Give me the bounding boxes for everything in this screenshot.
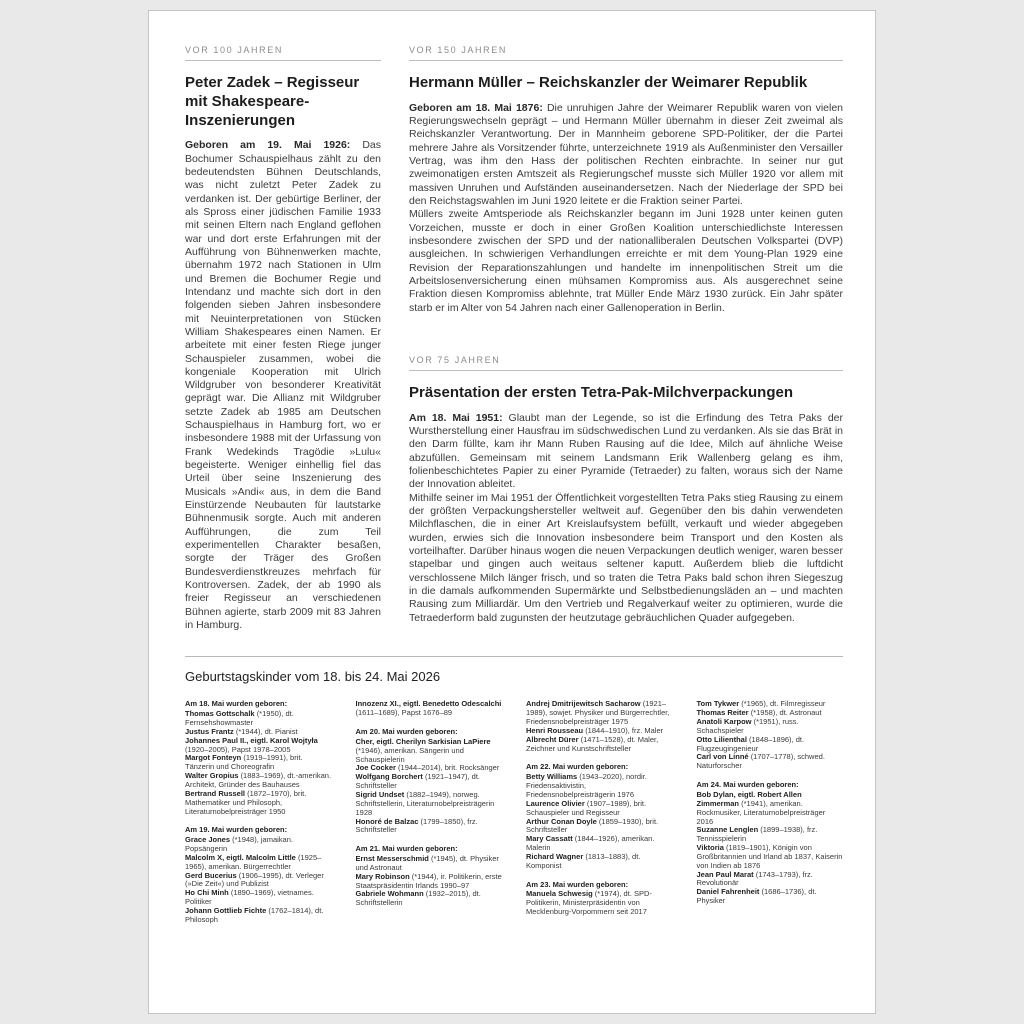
person-name: Suzanne Lenglen bbox=[696, 825, 761, 835]
paragraph-text: Glaubt man der Legende, so ist die Erfindung des Tetra Paks der Wurstherstellung einer Hausfrau im südschwedischen Lund zu verdanken. Als sie das Brät in den Darm füllte, kam ihr Mann Ruben Rausing auf die Idee, Milch auf ähnliche Weise abzufüllen. Gemeinsam mit seinem Landsmann Erik Wallenberg gelang es ihm, folienbeschichtetes Papier zu einer Pyramide (Tetraeder) zu falten, woraus sich der Name der Innovation ableitet. bbox=[409, 411, 844, 491]
paragraph-text: Das Bochumer Schauspielhaus zählt zu den bedeutendsten Bühnen Deutschlands, was nicht zuletzt Peter Zadek zu verdanken ist. Der gebürtige Berliner, der als Spross einer jüdischen Familie 1933 mit seinen Eltern nach England geflohen war und dort erste Erfahrungen mit der Aufführung von Bühnenwerken machte, übernahm 1972 nach Stationen in Ulm und Bremen die Bochumer Regie und Intendanz und machte sich dort in den folgenden sieben Jahren insbesondere mit Neuinterpretationen von Stücken William Shakespeares einen Namen. Er arbeitete mit einer festen Riege junger Schauspieler zusammen, wobei die kongeniale Kooperation mit Ulrich Wildgruber von besonderer Kreativität geprägt war. Die Allianz mit Wildgruber setzte Zadek ab 1985 am Deutschen Schauspielhaus in Hamburg fort, wo er insbesondere 1988 mit der Urfassung von Frank Wedekinds Tragödie »Lulu« begeisterte. Weniger einhellig fiel das Urteil über seine Inszenierung des Musicals »Andi« aus, in dem die Band Einstürzende Neubauten für lautstarke Bühnenmusik sorgte. Auch mit anderen Aufführungen, die zum Teil experimentellen Charakter besaßen, sorgte der Träger des Großen Bundesverdienstkreuzes mehrfach für Kontroversen. Zadek, der ab 1990 als freier Regisseur an verschiedenen Bühnen agierte, starb 2009 mit 83 Jahren in Hamburg. bbox=[185, 139, 381, 632]
person-details: (*1950), dt. Fernsehshowmaster bbox=[185, 709, 294, 728]
birthday-entry bbox=[526, 890, 673, 917]
person-name: Grace Jones bbox=[185, 835, 233, 845]
birthday-entry bbox=[356, 818, 503, 836]
person-name: Johannes Paul II., eigtl. Karol Wojtyła bbox=[185, 735, 318, 745]
person-details: (1944–2014), brit. Rocksänger bbox=[398, 763, 500, 773]
person-details: (1890–1969), vietnames. Politiker bbox=[185, 888, 314, 907]
section-divider bbox=[185, 656, 843, 657]
person-details: (1859–1930), brit. Schriftsteller bbox=[526, 816, 659, 835]
birthday-entry bbox=[185, 836, 332, 854]
birthday-entry bbox=[697, 844, 844, 871]
right-column bbox=[409, 45, 843, 632]
birthday-entry bbox=[185, 754, 332, 772]
person-details: (*1951), russ. Schachspieler bbox=[696, 717, 799, 735]
kicker-75-years: VOR 75 JAHREN bbox=[409, 355, 843, 371]
person-name: Johann Gottlieb Fichte bbox=[185, 905, 269, 915]
person-details: (1899–1938), frz. Tennisspielerin bbox=[696, 825, 818, 844]
person-name: Mary Robinson bbox=[355, 871, 412, 881]
person-name: Sigrid Undset bbox=[355, 789, 407, 799]
person-name: Margot Fonteyn bbox=[185, 753, 244, 763]
birthday-entry bbox=[697, 791, 844, 826]
birthday-group-label: Am 19. Mai wurden geboren: bbox=[185, 825, 288, 835]
birthday-entry bbox=[526, 818, 673, 836]
person-details: (1932–2015), dt. Schriftstellerin bbox=[355, 889, 481, 908]
date-lead: Geboren am 19. Mai 1926: bbox=[185, 139, 351, 152]
birthday-entry bbox=[526, 800, 673, 818]
person-name: Ho Chi Minh bbox=[185, 888, 231, 898]
person-name: Andrej Dmitrijewitsch Sacharow bbox=[526, 699, 643, 709]
person-name: Joe Cocker bbox=[355, 763, 399, 773]
article-title-zadek: Peter Zadek – Regisseur mit Shakespeare-Inszenierungen bbox=[185, 74, 360, 129]
person-details: (1813–1883), dt. Komponist bbox=[526, 851, 641, 870]
birthday-entry bbox=[185, 907, 332, 925]
birthday-entry bbox=[356, 855, 503, 873]
birthday-entry bbox=[526, 700, 673, 727]
birthday-entry bbox=[185, 790, 332, 817]
person-name: Henri Rousseau bbox=[526, 725, 586, 735]
calendar-page bbox=[148, 10, 876, 1014]
person-details: (*1965), dt. Filmregisseur bbox=[741, 699, 826, 709]
person-name: Malcolm X, eigtl. Malcolm Little bbox=[185, 852, 298, 862]
birthdays-grid bbox=[185, 700, 843, 924]
person-name: Thomas Reiter bbox=[696, 708, 751, 718]
person-details: (1920–2005), Papst 1978–2005 bbox=[185, 744, 291, 754]
birthday-column-2 bbox=[356, 700, 503, 924]
person-details: (*1944), ir. Politikerin, erste Staatspräsidentin Irlands 1990–97 bbox=[355, 871, 502, 890]
birthday-entry bbox=[526, 773, 673, 800]
person-name: Daniel Fahrenheit bbox=[696, 887, 762, 897]
birthday-entry bbox=[185, 854, 332, 872]
person-details: (1471–1528), dt. Maler, Zeichner und Kunstschriftsteller bbox=[526, 734, 659, 753]
date-lead: Am 18. Mai 1951: bbox=[409, 411, 503, 424]
birthday-entry bbox=[356, 873, 503, 891]
person-details: (*1944), dt. Pianist bbox=[235, 726, 298, 736]
article-paragraph bbox=[409, 412, 843, 492]
person-name: Walter Gropius bbox=[185, 771, 241, 781]
person-name: Anatoli Karpow bbox=[696, 717, 754, 727]
person-name: Wolfgang Borchert bbox=[355, 772, 425, 782]
article-paragraph bbox=[185, 139, 381, 632]
person-details: (1707–1778), schwed. Naturforscher bbox=[696, 752, 825, 771]
birthday-group-label: Am 22. Mai wurden geboren: bbox=[526, 762, 629, 772]
birthday-entry bbox=[356, 773, 503, 791]
person-details: (*1945), dt. Physiker und Astronaut bbox=[355, 854, 499, 872]
birthday-entry bbox=[356, 700, 503, 718]
birthday-entry bbox=[185, 889, 332, 907]
person-name: Bob Dylan, eigtl. Robert Allen Zimmerman bbox=[696, 789, 802, 808]
person-details: (*1974), dt. SPD-Politikerin, Ministerpräsidentin von Mecklenburg-Vorpommern seit 2017 bbox=[526, 889, 652, 917]
person-name: Richard Wagner bbox=[526, 851, 586, 861]
birthday-column-1 bbox=[185, 700, 332, 924]
person-details: (1848–1896), dt. Flugzeugingenieur bbox=[696, 734, 805, 753]
birthday-group-label: Am 18. Mai wurden geboren: bbox=[185, 699, 288, 709]
person-details: (1925–1965), amerikan. Bürgerrechtler bbox=[185, 852, 322, 871]
person-name: Manuela Schwesig bbox=[526, 889, 595, 899]
person-details: (1762–1814), dt. Philosoph bbox=[185, 905, 324, 924]
person-details: (*1946), amerikan. Sängerin und Schauspielerin bbox=[355, 745, 464, 764]
paragraph-text: Die unruhigen Jahre der Weimarer Republik waren von vielen Regierungswechseln geprägt – und Hermann Müller übernahm in dieser Zeit zweimal als Reichskanzler Verantwortung. Der in Mannheim geborene SPD-Politiker, der die Partei mehrere Jahre als Vorsitzender führte, unterzeichnete 1919 als Außenminister den Versailler Vertrag, was ihm den Hass der politischen Rechten einbrachte. In seiner nur gut zweimonatigen ersten Amtszeit als Regierungschef musste sich Müller 1920 vor allem mit massiven Unruhen und Aufständen auseinandersetzen. Nach der Niederlage der SPD bei den Reichstagswahlen im Juni 1920 leitete er die Fraktion seiner Partei. bbox=[409, 101, 843, 208]
birthday-entry bbox=[185, 737, 332, 755]
person-name: Otto Lilienthal bbox=[696, 734, 749, 744]
person-details: (1872–1970), brit. Mathematiker und Philosoph, Literaturnobelpreisträger 1950 bbox=[185, 788, 307, 816]
person-name: Justus Frantz bbox=[185, 726, 236, 736]
person-name: Honoré de Balzac bbox=[355, 816, 421, 826]
person-name: Ernst Messerschmid bbox=[355, 854, 431, 864]
person-details: (1686–1736), dt. Physiker bbox=[696, 887, 817, 906]
article-paragraph: Mithilfe seiner im Mai 1951 der Öffentlichkeit vorgestellten Tetra Paks stieg Rausing zu einem der größten Verpackungshersteller weltweit auf. Gegenüber den bis dahin verwendeten Milchflaschen, die in einer Art Kreislaufsystem befüllt, verkauft und wieder abgegeben wurden, erwies sich die Innovation insbesondere beim Transport und den Kosten als vorteilhafter. Darüber hinaus wogen die neuen Verpackungen deutlich weniger, waren besser stapelbar und gingen auch weitaus seltener kaputt. Außerdem blieb die luftdicht verschlossene Milch länger frisch, und so traten die Tetra Paks bald schon ihren Siegeszug in die damals aufkommenden Supermärkte und Selbstbedienungsläden an – und machten Rausing zum Milliardär. Um den Vertrieb und Regalverkauf weiter zu optimieren, wurde die Tetraederform bald zugunsten der heutzutage gebräuchlichen Quader aufgegeben. bbox=[409, 491, 843, 624]
person-details: (1882–1949), norweg. Schriftstellerin, Literaturnobelpreisträgerin 1928 bbox=[355, 789, 495, 817]
person-name: Gerd Bucerius bbox=[185, 870, 239, 880]
person-details: (*1958), dt. Astronaut bbox=[750, 708, 822, 718]
person-name: Arthur Conan Doyle bbox=[526, 816, 599, 826]
person-details: (1743–1793), frz. Revolutionär bbox=[696, 869, 813, 888]
article-paragraph bbox=[409, 102, 843, 209]
article-peter-zadek bbox=[185, 45, 381, 632]
person-name: Laurence Olivier bbox=[526, 798, 587, 808]
person-details: (1844–1910), frz. Maler bbox=[585, 725, 664, 735]
person-details: (1921–1947), dt. Schriftsteller bbox=[355, 772, 480, 791]
person-details: (1844–1926), amerikan. Malerin bbox=[526, 834, 655, 853]
person-name: Gabriele Wohmann bbox=[355, 889, 426, 899]
articles-section bbox=[185, 45, 843, 632]
article-title-tetrapak: Präsentation der ersten Tetra-Pak-Milchverpackungen bbox=[409, 384, 794, 401]
person-name: Mary Cassatt bbox=[526, 834, 575, 844]
person-name: Jean Paul Marat bbox=[696, 869, 756, 879]
birthday-group-label: Am 21. Mai wurden geboren: bbox=[355, 844, 458, 854]
kicker-150-years: VOR 150 JAHREN bbox=[409, 45, 843, 61]
person-name: Cher, eigtl. Cherilyn Sarkisian LaPiere bbox=[355, 736, 491, 746]
date-lead: Geboren am 18. Mai 1876: bbox=[409, 101, 543, 114]
birthday-group-label: Am 23. Mai wurden geboren: bbox=[526, 879, 629, 889]
person-name: Innozenz XI., eigtl. Benedetto Odescalchi bbox=[355, 699, 502, 709]
person-details: (1907–1989), brit. Schauspieler und Regisseur bbox=[526, 798, 647, 817]
birthday-group-label: Am 24. Mai wurden geboren: bbox=[696, 780, 799, 790]
person-name: Viktoria bbox=[696, 843, 726, 853]
person-details: (1611–1689), Papst 1676–89 bbox=[355, 708, 453, 718]
person-details: (1799–1850), frz. Schriftsteller bbox=[355, 816, 478, 835]
birthday-group-label: Am 20. Mai wurden geboren: bbox=[355, 727, 458, 737]
person-details: (1921–1989), sowjet. Physiker und Bürgerrechtler, Friedensnobelpreisträger 1975 bbox=[526, 699, 670, 727]
birthday-entry bbox=[185, 772, 332, 790]
person-name: Thomas Gottschalk bbox=[185, 709, 257, 719]
birthday-entry bbox=[526, 835, 673, 853]
person-details: (1943–2020), nordir. Friedensaktivistin, Friedensnobelpreisträgerin 1976 bbox=[526, 772, 647, 799]
birthday-entry bbox=[697, 871, 844, 889]
birthday-entry bbox=[697, 826, 844, 844]
birthday-entry bbox=[526, 736, 673, 754]
birthday-entry bbox=[526, 853, 673, 871]
article-title-mueller: Hermann Müller – Reichskanzler der Weimarer Republik bbox=[409, 74, 808, 91]
article-tetra-pak bbox=[409, 355, 843, 625]
person-details: (1919–1991), brit. Tänzerin und Choreografin bbox=[185, 753, 303, 772]
birthday-entry bbox=[356, 791, 503, 818]
birthday-entry bbox=[185, 710, 332, 728]
person-name: Tom Tykwer bbox=[696, 699, 742, 709]
person-details: (1883–1969), dt.-amerikan. Architekt, Gründer des Bauhauses bbox=[185, 771, 332, 789]
birthdays-heading: Geburtstagskinder vom 18. bis 24. Mai 2026 bbox=[185, 669, 441, 685]
birthday-entry bbox=[697, 718, 844, 736]
birthday-entry bbox=[356, 738, 503, 765]
person-name: Bertrand Russell bbox=[185, 788, 248, 798]
kicker-100-years: VOR 100 JAHREN bbox=[185, 45, 381, 61]
article-hermann-mueller bbox=[409, 45, 843, 315]
person-details: (*1941), amerikan. Rockmusiker, Literaturnobelpreisträger 2016 bbox=[696, 798, 826, 826]
birthday-entry bbox=[697, 753, 844, 771]
birthday-column-4 bbox=[697, 700, 844, 924]
person-name: Albrecht Dürer bbox=[526, 734, 581, 744]
birthday-entry bbox=[185, 872, 332, 890]
person-details: (1906–1995), dt. Verleger (»Die Zeit«) und Publizist bbox=[185, 870, 324, 889]
person-details: (*1948), jamaikan. Popsängerin bbox=[185, 835, 293, 854]
person-name: Betty Williams bbox=[526, 772, 580, 782]
birthday-entry bbox=[697, 736, 844, 754]
person-name: Carl von Linné bbox=[696, 752, 751, 762]
person-details: (1819–1901), Königin von Großbritannien und Irland ab 1837, Kaiserin von Indien ab 1876 bbox=[696, 843, 843, 870]
birthday-entry bbox=[697, 888, 844, 906]
article-paragraph: Müllers zweite Amtsperiode als Reichskanzler begann im Juni 1928 unter keinen guten Vorzeichen, musste er doch in einer Großen Koalition unterschiedlichste Interessen insbesondere zwischen der SPD und der nationalliberalen Deutschen Volkspartei (DVP) ausgleichen. In schwierigen Verhandlungen erreichte er mit dem Young-Plan 1929 eine Revision der Reparationszahlungen und handelte im innenpolitischen Streit um die Arbeitslosenversicherung einen mühsamen Kompromiss aus. Als ausgerechnet seine Fraktion diesen Kompromiss ablehnte, trat Müller Ende März 1930 zurück. Ein Jahr später starb er im Alter von 54 Jahren nach einer Gallenoperation in Berlin. bbox=[409, 208, 843, 314]
birthday-entry bbox=[356, 890, 503, 908]
birthday-column-3 bbox=[526, 700, 673, 924]
